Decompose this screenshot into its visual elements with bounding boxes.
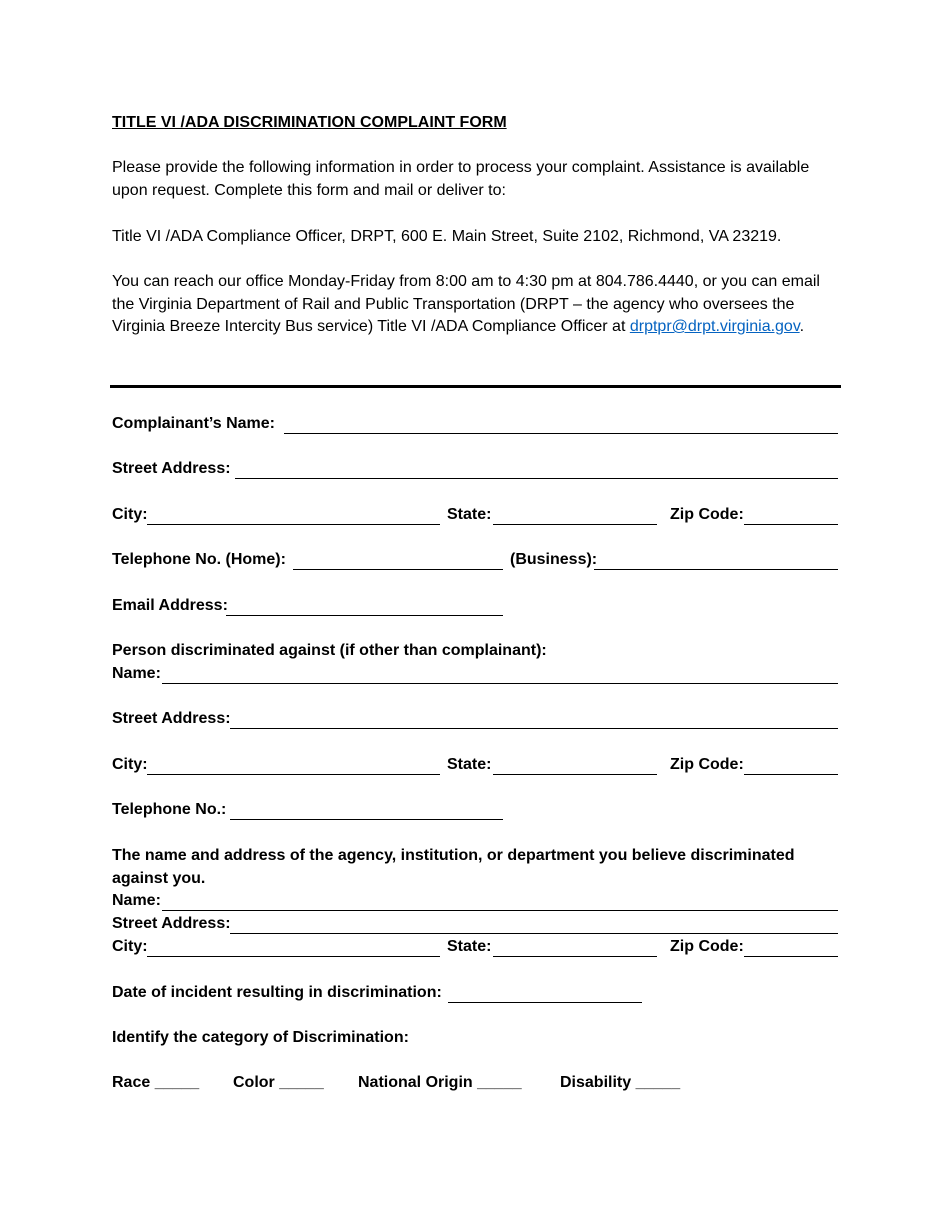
agency-heading-line2: against you. [112, 870, 206, 887]
agency-city-label: City: [112, 938, 148, 955]
agency-name-row [112, 890, 840, 912]
agency-street-field[interactable] [230, 913, 838, 934]
category-race-blank[interactable]: _____ [154, 1074, 200, 1091]
category-color[interactable] [233, 1072, 324, 1094]
agency-zip-label: Zip Code: [670, 938, 744, 955]
category-national-origin[interactable] [358, 1072, 522, 1094]
complainant-street-label: Street Address: [112, 460, 231, 477]
person-name-row [112, 663, 840, 685]
person-phone-label: Telephone No.: [112, 801, 227, 818]
contact-paragraph [112, 271, 840, 339]
contact-text: You can reach our office Monday-Friday from 8:00 am to 4:30 pm at 804.786.4440, or you can email the Virginia Department of Rail and Public Transportation (DRPT – the agency who oversees the Virginia Breeze Intercity Bus service) Title VI /ADA Compliance Officer at [112, 273, 820, 335]
person-city-row [112, 754, 840, 776]
category-heading: Identify the category of Discrimination: [112, 1029, 409, 1046]
person-name-field[interactable] [162, 663, 838, 684]
person-zip-label: Zip Code: [670, 756, 744, 773]
form-title: TITLE VI /ADA DISCRIMINATION COMPLAINT FORM [112, 114, 507, 131]
complainant-name-label: Complainant’s Name: [112, 415, 275, 432]
incident-date-label: Date of incident resulting in discrimination: [112, 984, 442, 1001]
person-street-label: Street Address: [112, 710, 231, 727]
category-disability-label: Disability [560, 1074, 632, 1091]
contact-period: . [799, 318, 805, 335]
person-name-label: Name: [112, 665, 161, 682]
complainant-phone-row [112, 549, 840, 571]
person-phone-field[interactable] [230, 799, 503, 820]
category-color-blank[interactable]: _____ [279, 1074, 324, 1091]
person-street-row [112, 708, 840, 730]
complainant-street-row [112, 458, 840, 480]
complainant-state-field[interactable] [493, 504, 657, 525]
agency-street-row [112, 913, 840, 935]
intro-paragraph: Please provide the following information in order to process your complaint. Assistance is available upon request. Complete this form and mail or deliver to: [112, 159, 810, 199]
category-national-origin-label: National Origin [358, 1074, 473, 1091]
mailing-address: Title VI /ADA Compliance Officer, DRPT, 600 E. Main Street, Suite 2102, Richmond, VA 23219. [112, 228, 782, 245]
agency-city-field[interactable] [147, 936, 440, 957]
phone-home-field[interactable] [293, 549, 503, 570]
person-phone-row [112, 799, 840, 821]
person-heading: Person discriminated against (if other than complainant): [112, 642, 547, 659]
person-city-field[interactable] [147, 754, 440, 775]
person-state-field[interactable] [493, 754, 657, 775]
complainant-state-label: State: [447, 506, 492, 523]
category-disability-blank[interactable]: _____ [635, 1074, 681, 1091]
complainant-email-row [112, 595, 840, 617]
phone-business-label: (Business): [510, 551, 598, 568]
agency-zip-field[interactable] [744, 936, 838, 957]
agency-city-row [112, 936, 840, 958]
email-link[interactable]: drptpr@drpt.virginia.gov [629, 318, 800, 335]
agency-street-label: Street Address: [112, 915, 231, 932]
phone-business-field[interactable] [594, 549, 838, 570]
phone-home-label: Telephone No. (Home): [112, 551, 286, 568]
complainant-city-row [112, 504, 840, 526]
category-national-origin-blank[interactable]: _____ [477, 1074, 522, 1091]
agency-heading-line1: The name and address of the agency, institution, or department you believe discriminated [112, 847, 795, 864]
category-race[interactable] [112, 1072, 199, 1094]
agency-name-field[interactable] [162, 890, 838, 911]
person-city-label: City: [112, 756, 148, 773]
complainant-zip-label: Zip Code: [670, 506, 744, 523]
incident-date-field[interactable] [448, 982, 642, 1003]
section-divider [110, 385, 841, 388]
complainant-city-label: City: [112, 506, 148, 523]
complainant-city-field[interactable] [147, 504, 440, 525]
category-race-label: Race [112, 1074, 151, 1091]
category-disability[interactable] [560, 1072, 680, 1094]
agency-name-label: Name: [112, 892, 161, 909]
incident-date-row [112, 982, 840, 1004]
person-street-field[interactable] [230, 708, 838, 729]
person-zip-field[interactable] [744, 754, 838, 775]
complainant-zip-field[interactable] [744, 504, 838, 525]
agency-state-field[interactable] [493, 936, 657, 957]
email-address-label: Email Address: [112, 597, 228, 614]
agency-state-label: State: [447, 938, 492, 955]
category-options-row [112, 1072, 840, 1094]
email-address-field[interactable] [226, 595, 503, 616]
complainant-name-row [112, 413, 840, 435]
complainant-name-field[interactable] [284, 413, 838, 434]
complainant-street-field[interactable] [235, 458, 838, 479]
category-color-label: Color [233, 1074, 275, 1091]
person-state-label: State: [447, 756, 492, 773]
